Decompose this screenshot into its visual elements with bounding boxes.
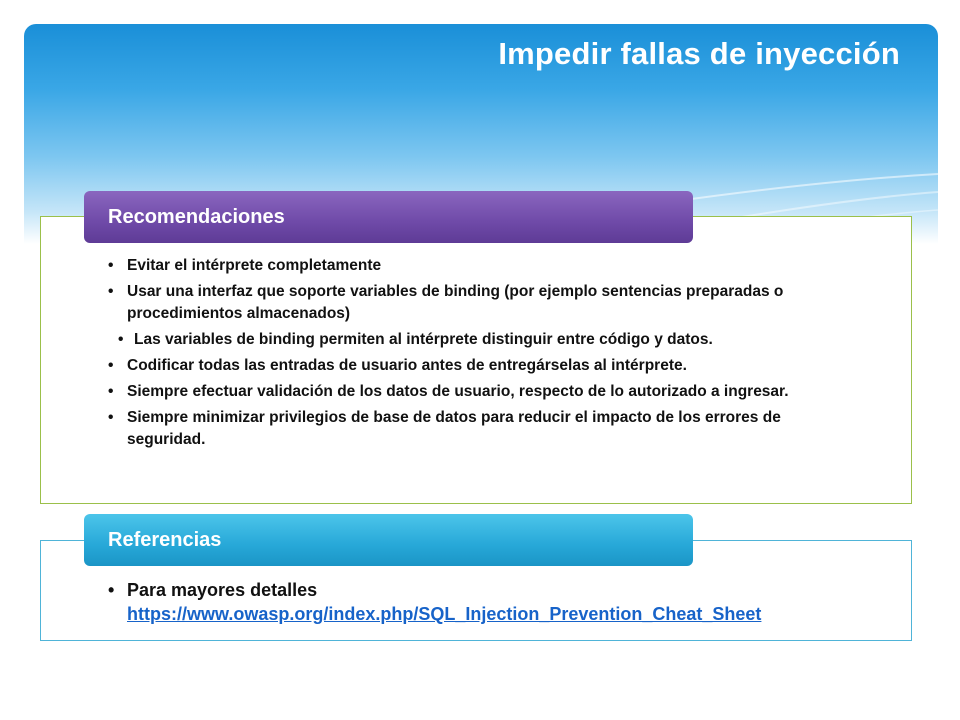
- reference-link[interactable]: https://www.owasp.org/index.php/SQL_Injection_Prevention_Cheat_Sheet: [127, 604, 762, 624]
- slide-title: Impedir fallas de inyección: [498, 36, 900, 71]
- list-item: • Evitar el intérprete completamente: [108, 255, 838, 277]
- list-item-nested: • Las variables de binding permiten al intérprete distinguir entre código y datos.: [118, 329, 838, 351]
- list-item: • Usar una interfaz que soporte variables de binding (por ejemplo sentencias preparadas o procedimientos almacenados): [108, 281, 838, 325]
- list-item: • Siempre efectuar validación de los datos de usuario, respecto de lo autorizado a ingresar.: [108, 381, 838, 403]
- list-item: • Codificar todas las entradas de usuario antes de entregárselas al intérprete.: [108, 355, 838, 377]
- recommendations-list: [108, 255, 838, 455]
- reference-text: Para mayores detalles: [127, 580, 318, 600]
- references-header: Referencias: [84, 514, 693, 566]
- reference-item: [108, 578, 868, 626]
- references-list: [108, 578, 868, 626]
- recommendations-header: Recomendaciones: [84, 191, 693, 243]
- list-item: • Siempre minimizar privilegios de base de datos para reducir el impacto de los errores de seguridad.: [108, 407, 838, 451]
